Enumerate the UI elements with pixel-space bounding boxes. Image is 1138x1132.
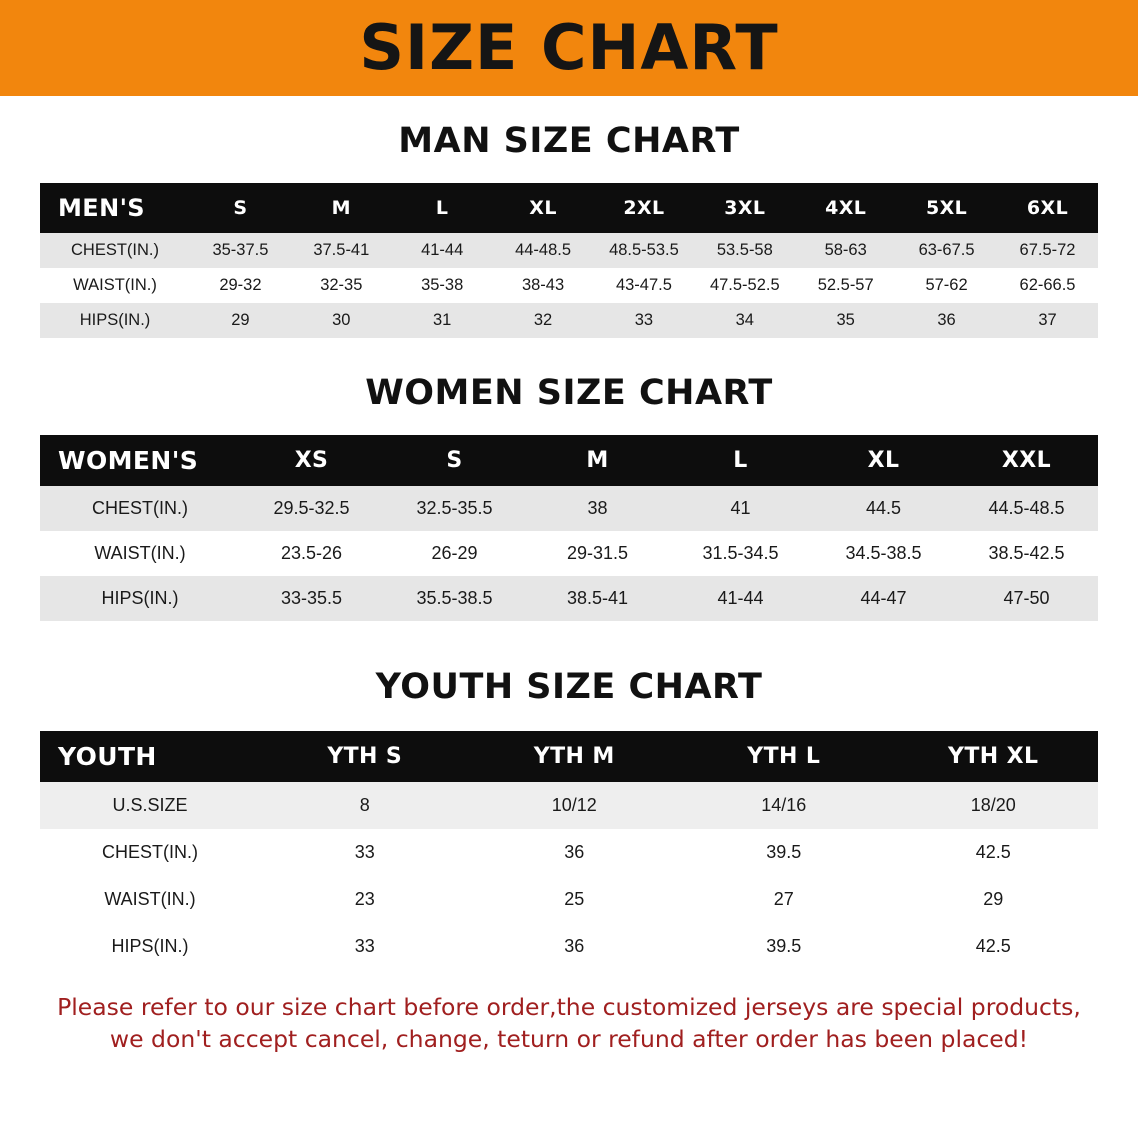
table-cell: 42.5 xyxy=(975,842,1011,862)
column-header: WOMEN'S xyxy=(58,446,199,475)
table-cell: 29.5-32.5 xyxy=(273,498,350,518)
column-header: 2XL xyxy=(623,197,665,219)
column-header: 6XL xyxy=(1026,197,1069,219)
column-header: L xyxy=(733,448,748,473)
table-row xyxy=(40,876,1098,923)
table-cell: 33-35.5 xyxy=(280,588,343,608)
column-header: S xyxy=(446,448,463,473)
table-row xyxy=(40,576,1098,621)
table-cell: 36 xyxy=(937,311,956,329)
table-cell: 29 xyxy=(983,889,1004,909)
table-cell: 32.5-35.5 xyxy=(416,498,493,518)
table-row xyxy=(40,782,1098,829)
youth-size-table-wrapper xyxy=(40,731,1098,970)
table-cell: 44.5 xyxy=(865,498,902,518)
table-cell: 23 xyxy=(354,889,375,909)
column-header: XL xyxy=(529,197,557,219)
row-label: U.S.SIZE xyxy=(112,795,188,815)
table-cell: 33 xyxy=(354,842,375,862)
table-row xyxy=(40,486,1098,531)
row-label: WAIST(IN.) xyxy=(73,276,157,294)
table-cell: 44-47 xyxy=(860,588,907,608)
table-cell: 35 xyxy=(836,311,855,329)
table-cell: 8 xyxy=(359,795,370,815)
table-cell: 26-29 xyxy=(431,543,478,563)
column-header: XXL xyxy=(1001,448,1052,473)
table-cell: 34.5-38.5 xyxy=(845,543,922,563)
table-cell: 39.5 xyxy=(766,936,802,956)
table-header-row xyxy=(40,183,1098,233)
column-header: YOUTH xyxy=(58,742,157,771)
table-cell: 38.5-41 xyxy=(566,588,629,608)
table-cell: 30 xyxy=(332,311,351,329)
man-size-table-wrapper xyxy=(40,183,1098,338)
table-header-row xyxy=(40,731,1098,782)
table-cell: 37 xyxy=(1038,311,1057,329)
page-title: SIZE CHART xyxy=(359,11,779,84)
table-cell: 52.5-57 xyxy=(817,276,874,294)
table-cell: 44.5-48.5 xyxy=(988,498,1065,518)
table-cell: 36 xyxy=(564,842,585,862)
disclaimer-note xyxy=(40,992,1098,1055)
table-cell: 35.5-38.5 xyxy=(416,588,493,608)
column-header: L xyxy=(435,197,449,219)
table-row xyxy=(40,233,1098,268)
table-cell: 35-38 xyxy=(421,276,464,294)
table-cell: 14/16 xyxy=(761,795,807,815)
row-label: WAIST(IN.) xyxy=(94,543,186,563)
table-cell: 29-31.5 xyxy=(566,543,629,563)
table-cell: 38.5-42.5 xyxy=(988,543,1065,563)
table-cell: 42.5 xyxy=(975,936,1011,956)
table-cell: 29 xyxy=(231,311,250,329)
table-cell: 63-67.5 xyxy=(918,241,975,259)
column-header: YTH S xyxy=(327,744,403,769)
column-header: 3XL xyxy=(724,197,766,219)
table-cell: 32 xyxy=(533,311,553,329)
table-cell: 33 xyxy=(634,311,654,329)
table-cell: 31 xyxy=(433,311,452,329)
table-cell: 10/12 xyxy=(551,795,597,815)
table-cell: 31.5-34.5 xyxy=(702,543,779,563)
row-label: HIPS(IN.) xyxy=(111,936,189,956)
table-cell: 41 xyxy=(730,498,751,518)
column-header: XS xyxy=(294,448,329,473)
table-row xyxy=(40,829,1098,876)
table-cell: 38-43 xyxy=(521,276,565,294)
column-header: YTH M xyxy=(533,744,615,769)
man-size-table xyxy=(40,183,1098,338)
table-cell: 33 xyxy=(354,936,375,956)
table-cell: 47.5-52.5 xyxy=(709,276,780,294)
youth-section-title: YOUTH SIZE CHART xyxy=(375,667,763,707)
table-cell: 29-32 xyxy=(219,276,262,294)
column-header: 5XL xyxy=(925,197,968,219)
row-label: CHEST(IN.) xyxy=(102,842,198,862)
table-cell: 37.5-41 xyxy=(313,241,370,259)
column-header: XL xyxy=(867,448,900,473)
table-cell: 41-44 xyxy=(717,588,764,608)
column-header: MEN'S xyxy=(58,194,145,222)
table-header-row xyxy=(40,435,1098,486)
table-cell: 27 xyxy=(773,889,794,909)
row-label: WAIST(IN.) xyxy=(104,889,196,909)
disclaimer-line-2: we don't accept cancel, change, teturn or refund after order has been placed! xyxy=(109,1024,1029,1053)
column-header: 4XL xyxy=(825,197,867,219)
row-label: CHEST(IN.) xyxy=(92,498,188,518)
table-row xyxy=(40,268,1098,303)
man-section-title: MAN SIZE CHART xyxy=(398,121,740,161)
table-cell: 25 xyxy=(564,889,585,909)
table-cell: 57-62 xyxy=(925,276,968,294)
women-size-table-wrapper xyxy=(40,435,1098,621)
women-section-title: WOMEN SIZE CHART xyxy=(365,373,773,413)
women-size-table xyxy=(40,435,1098,621)
column-header: YTH L xyxy=(747,744,821,769)
row-label: HIPS(IN.) xyxy=(101,588,179,608)
disclaimer-line-1: Please refer to our size chart before order,the customized jerseys are special products, xyxy=(57,993,1081,1021)
column-header: M xyxy=(331,197,351,219)
column-header: S xyxy=(233,197,248,219)
table-cell: 34 xyxy=(735,311,754,329)
table-cell: 35-37.5 xyxy=(212,241,269,259)
table-cell: 47-50 xyxy=(1003,588,1050,608)
table-cell: 39.5 xyxy=(766,842,802,862)
table-cell: 62-66.5 xyxy=(1019,276,1076,294)
table-cell: 43-47.5 xyxy=(615,276,672,294)
table-cell: 53.5-58 xyxy=(716,241,773,259)
youth-size-table xyxy=(40,731,1098,970)
table-row xyxy=(40,923,1098,970)
page-banner xyxy=(0,0,1138,96)
table-row xyxy=(40,303,1098,338)
table-cell: 36 xyxy=(564,936,585,956)
table-cell: 58-63 xyxy=(824,241,867,259)
table-cell: 44-48.5 xyxy=(515,241,572,259)
table-cell: 67.5-72 xyxy=(1019,241,1076,259)
table-cell: 48.5-53.5 xyxy=(609,241,679,259)
table-row xyxy=(40,531,1098,576)
table-cell: 41-44 xyxy=(421,241,464,259)
row-label: HIPS(IN.) xyxy=(79,311,151,329)
table-cell: 32-35 xyxy=(320,276,363,294)
row-label: CHEST(IN.) xyxy=(71,241,159,259)
table-cell: 38 xyxy=(587,498,608,518)
table-cell: 18/20 xyxy=(970,795,1016,815)
table-cell: 23.5-26 xyxy=(280,543,343,563)
column-header: YTH XL xyxy=(948,744,1039,769)
column-header: M xyxy=(586,448,609,473)
